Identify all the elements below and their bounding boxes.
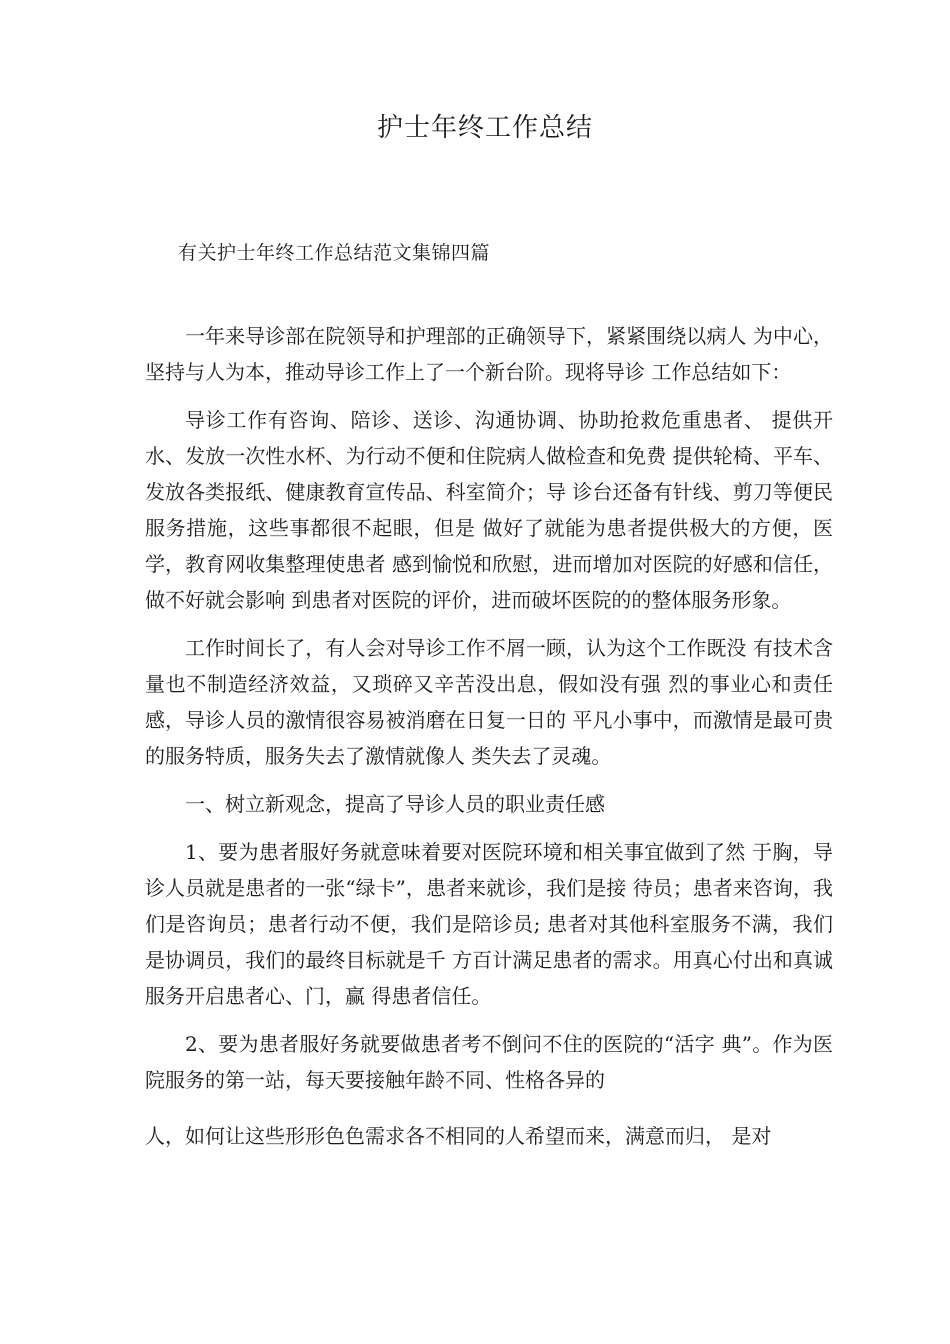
document-body — [145, 318, 833, 1166]
section-heading-1: 一、树立新观念，提高了导诊人员的职业责任感 — [185, 792, 605, 816]
paragraph-intro: 一年来导诊部在院领导和护理部的正确领导下，紧紧围绕以病人 为中心，坚持与人为本，推动导诊工作上了一个新台阶。现将导诊 工作总结如下： — [145, 324, 833, 384]
paragraph-duties: 导诊工作有咨询、陪诊、送诊、沟通协调、协助抢救危重患者、 提供开水、发放一次性水杯、为行动不便和住院病人做检查和免费 提供轮椅、平车、发放各类报纸、健康教育宣传品、科室简介；导 诊台还备有针线、剪刀等便民服务措施，这些事都很不起眼，但是 做好了就能为患者提供极大的方便，医学，教育网收集整理使患者 感到愉悦和欣慰，进而增加对医院的好感和信任，做不好就会影响 到患者对医院的评价，进而破坏医院的的整体服务形象。 — [145, 408, 833, 612]
paragraph-continued: 人，如何让这些形形色色需求各不相同的人希望而来，满意而归， 是对 — [145, 1124, 772, 1148]
document-title: 护士年终工作总结 — [376, 113, 593, 143]
paragraph-point-2: 2、要为患者服好务就要做患者考不倒问不住的医院的“活字 典”。作为医院服务的第一站，每天要接触年龄不同、性格各异的 — [145, 1032, 833, 1092]
document-subtitle: 有关护士年终工作总结范文集锦四篇 — [178, 242, 491, 264]
paragraph-point-1: 1、要为患者服好务就意味着要对医院环境和相关事宜做到了然 于胸，导诊人员就是患者的一张“绿卡”，患者来就诊，我们是接 待员；患者来咨询，我们是咨询员；患者行动不便，我们是陪诊员; 患者对其他科室服务不满，我们是协调员，我们的最终目标就是千 方百计满足患者的需求。用真心付出和真诚服务开启患者心、门，赢 得患者信任。 — [145, 840, 833, 1008]
paragraph-passion: 工作时间长了，有人会对导诊工作不屑一顾，认为这个工作既没 有技术含量也不制造经济效益，又琐碎又辛苦没出息，假如没有强 烈的事业心和责任感，导诊人员的激情很容易被消磨在日复一日的 平凡小事中，而激情是最可贵的服务特质，服务失去了激情就像人 类失去了灵魂。 — [145, 636, 833, 768]
